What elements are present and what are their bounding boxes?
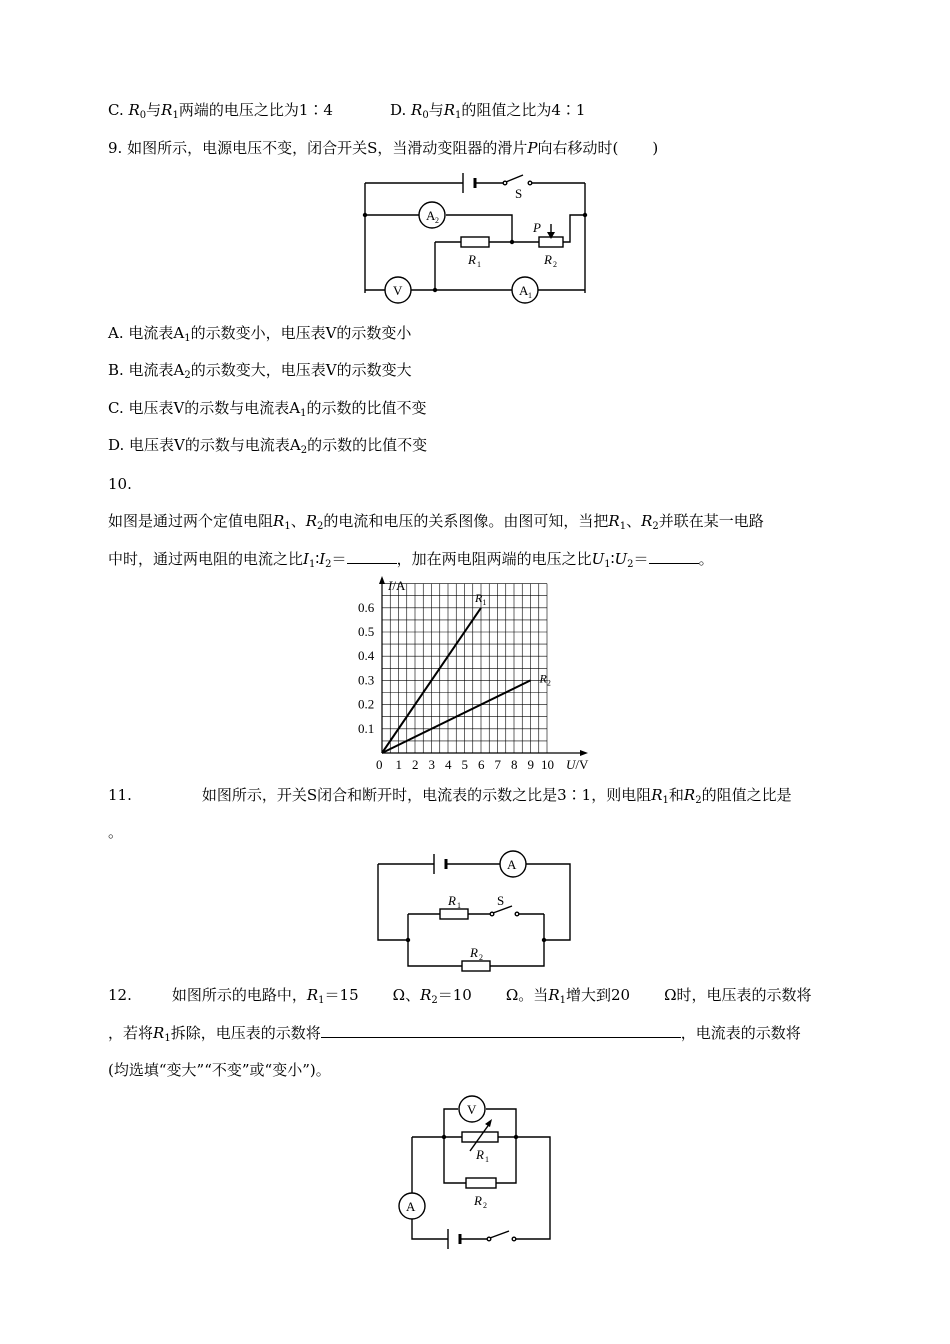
junction-dot: [406, 938, 410, 942]
junction-dot: [514, 1135, 518, 1139]
q12-stem-line1: 12. 如图所示的电路中，$R_1=15$ Ω、$R_2=10$ Ω。当$R_1$增大到20 Ω时，电压表的示数将: [108, 986, 812, 1006]
q12-circuit-diagram: [392, 1093, 562, 1258]
answer-blank[interactable]: [321, 1023, 681, 1038]
svg-text:V: V: [393, 283, 403, 298]
x-tick-label: 9: [527, 757, 534, 772]
series-label-r2: $R_2$: [539, 671, 551, 688]
svg-text:A: A: [426, 208, 436, 223]
ammeter-icon: [500, 851, 526, 877]
junction-dot: [542, 938, 546, 942]
resistor-r2-symbol: [466, 1178, 496, 1210]
x-tick-label: 10: [541, 757, 554, 772]
junction-dot: [442, 1135, 446, 1139]
junction-dot: [510, 240, 514, 244]
svg-text:A: A: [406, 1199, 416, 1214]
battery-symbol: [448, 1229, 460, 1249]
x-axis-arrow: [580, 750, 588, 756]
svg-text:R: R: [476, 1147, 484, 1162]
battery-symbol: [463, 173, 475, 193]
series-label-r1: $R_1$: [475, 590, 487, 607]
q9-stem: 9. 如图所示，电源电压不变，闭合开关S，当滑动变阻器的滑片P向右移动时( ): [108, 139, 659, 157]
y-tick-label: 0.6: [358, 599, 375, 615]
resistor-r1-symbol: [461, 237, 489, 269]
svg-text:A: A: [507, 857, 517, 872]
q10-stem-line1: 如图是通过两个定值电阻$R_1$、$R_2$的电流和电压的关系图像。由图可知，当把$R_1$、$R_2$并联在某一电路: [108, 512, 764, 532]
svg-text:2: 2: [553, 260, 557, 269]
q11-circuit-diagram: [372, 848, 582, 973]
x-tick-label: 2: [412, 757, 419, 772]
ammeter-icon: [399, 1193, 425, 1219]
q9-circuit-diagram: [355, 168, 595, 303]
svg-text:R: R: [470, 945, 478, 960]
y-axis-label: I/A: [388, 578, 406, 593]
switch-s-symbol: [503, 175, 532, 185]
svg-text:1: 1: [485, 1155, 489, 1164]
svg-text:2: 2: [479, 953, 483, 962]
switch-symbol: [487, 1231, 516, 1241]
svg-text:1: 1: [528, 291, 532, 300]
svg-text:R: R: [468, 252, 476, 267]
q12-stem-line3: (均选填“变大”“不变”或“变小”)。: [108, 1061, 331, 1079]
voltmeter-v-icon: [385, 277, 411, 303]
q10-number: 10.: [108, 475, 132, 493]
x-tick-label: 5: [461, 757, 468, 772]
svg-text:V: V: [467, 1102, 477, 1117]
q9-option-d: D. 电压表V的示数与电流表$A_2$的示数的比值不变: [108, 436, 428, 456]
voltmeter-v-icon: [459, 1096, 485, 1122]
chart-grid: [382, 584, 547, 753]
switch-s-label: S: [515, 186, 523, 201]
switch-s-label: S: [497, 893, 505, 908]
ammeter-a2-icon: [419, 202, 445, 228]
q9-option-a: A. 电流表$A_1$的示数变小，电压表V的示数变小: [108, 324, 412, 344]
svg-text:R: R: [544, 252, 552, 267]
x-tick-label: 8: [511, 757, 518, 772]
q8-option-c: C. $R_0$与$R_1$两端的电压之比为1∶4: [108, 101, 333, 121]
q11-stem-line1: 11. 如图所示，开关S闭合和断开时，电流表的示数之比是3∶1，则电阻$R_1$和$R_2$的阻值之比是: [108, 786, 792, 806]
x-tick-label: 0: [376, 757, 383, 772]
y-tick-label: 0.5: [358, 624, 375, 639]
y-tick-label: 0.1: [358, 720, 375, 736]
svg-text:2: 2: [435, 216, 439, 225]
svg-text:R: R: [474, 1193, 482, 1208]
q12-stem-line2: ，若将$R_1$拆除，电压表的示数将 ，电流表的示数将: [108, 1024, 801, 1044]
svg-text:2: 2: [483, 1201, 487, 1210]
x-tick-label: 6: [478, 757, 485, 772]
x-tick-label: 7: [494, 757, 501, 772]
svg-text:1: 1: [477, 260, 481, 269]
svg-text:A: A: [519, 283, 529, 298]
y-tick-label: 0.3: [358, 672, 375, 688]
resistor-r2-symbol: [462, 945, 490, 971]
ammeter-a1-icon: [512, 277, 538, 303]
variable-resistor-r1-symbol: [462, 1119, 498, 1164]
q9-option-b: B. 电流表$A_2$的示数变大，电压表V的示数变大: [108, 361, 412, 381]
x-axis-label: U/V: [566, 757, 589, 772]
svg-text:1: 1: [457, 901, 461, 910]
q10-iu-chart: [330, 572, 600, 777]
x-tick-label: 4: [445, 757, 452, 772]
q10-stem-line2: 中时，通过两电阻的电流之比$I_1∶I_2=$ ，加在两电阻两端的电压之比$U_1∶U_2=$ 。: [108, 550, 714, 570]
junction-dot: [363, 213, 367, 217]
svg-text:R: R: [448, 893, 456, 908]
y-tick-label: 0.2: [358, 696, 375, 712]
q11-stem-line2: 。: [108, 823, 124, 841]
x-tick-label: 1: [395, 757, 402, 772]
answer-blank[interactable]: [649, 549, 699, 564]
battery-symbol: [434, 854, 446, 874]
y-tick-label: 0.4: [358, 648, 375, 664]
resistor-r1-symbol: [440, 893, 468, 919]
q8-option-d: D. $R_0$与$R_1$的阻值之比为4∶1: [390, 101, 586, 121]
x-tick-label: 3: [428, 757, 435, 772]
y-axis-arrow: [379, 576, 385, 584]
junction-dot: [583, 213, 587, 217]
slider-p-label: P: [533, 220, 541, 235]
q9-option-c: C. 电压表V的示数与电流表$A_1$的示数的比值不变: [108, 399, 427, 419]
rheostat-r2-symbol: [532, 220, 563, 269]
junction-dot: [433, 288, 437, 292]
answer-blank[interactable]: [347, 549, 397, 564]
switch-s-symbol: [490, 906, 519, 916]
